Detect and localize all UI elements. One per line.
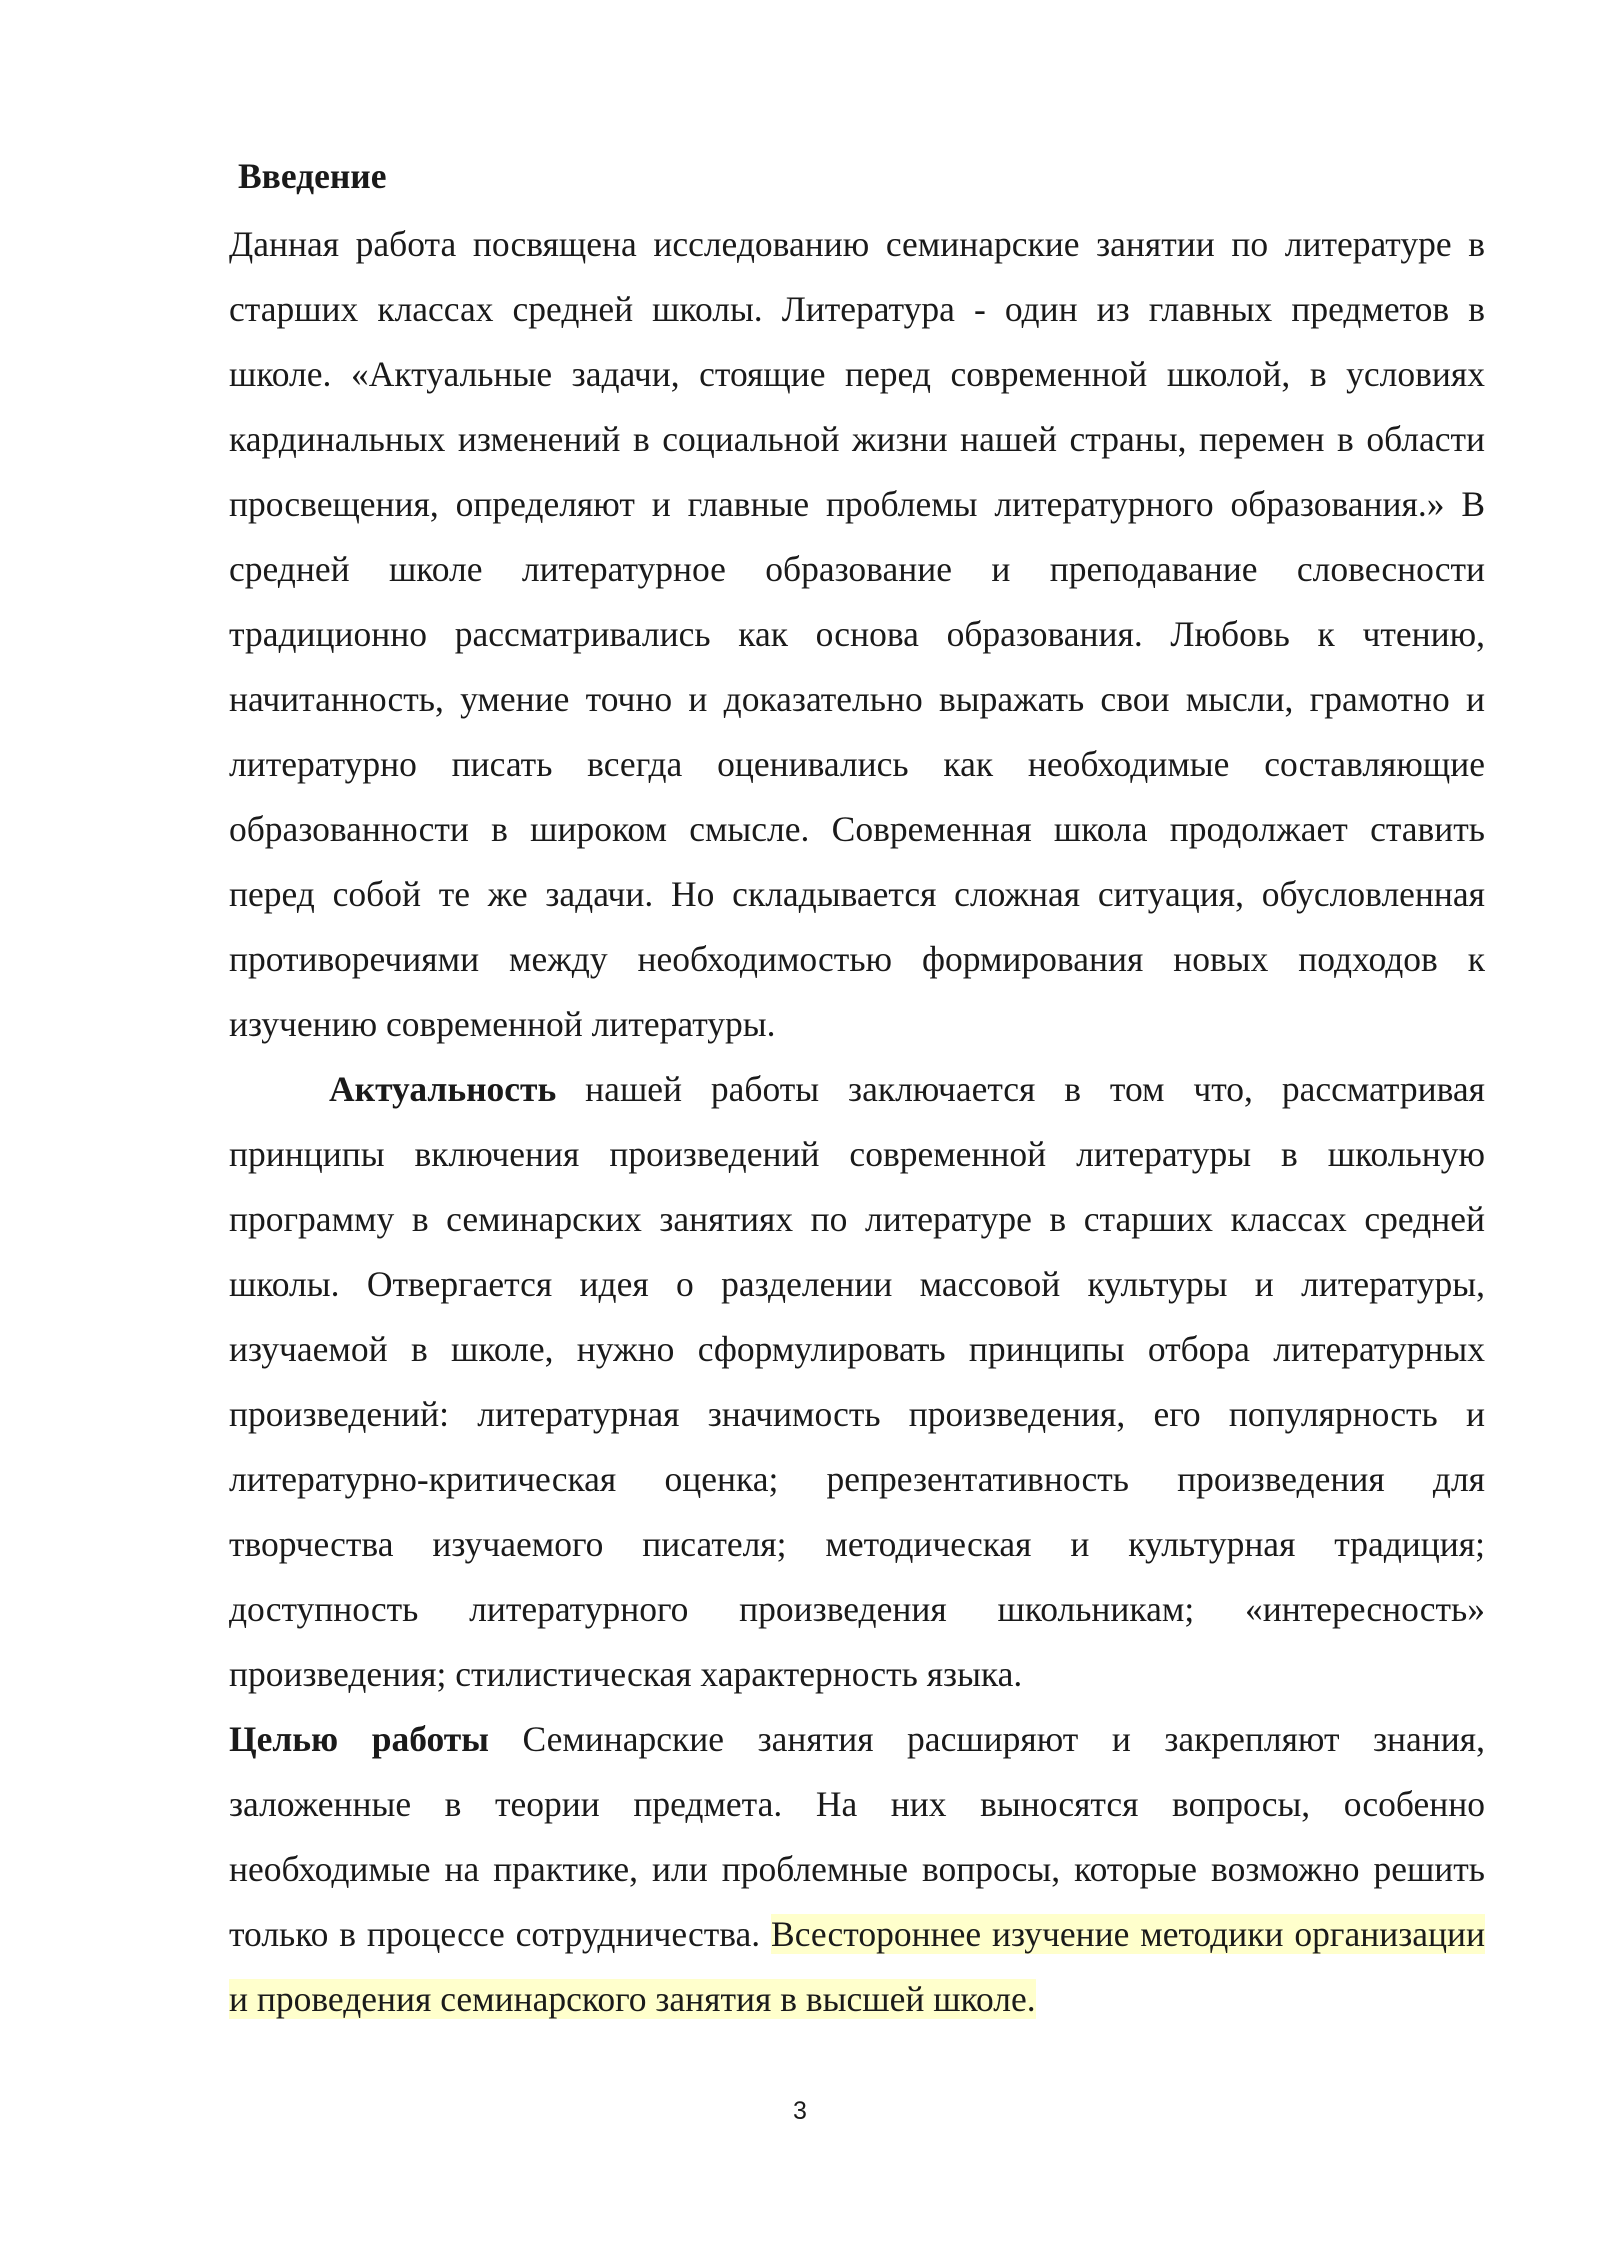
paragraph-intro: Данная работа посвящена исследованию семинарские занятии по литературе в старших классах средней школы. Литература - один из главных предметов в школе. «Актуальные задачи, стоящие перед современной школой, в условиях кардинальных изменений в социальной жизни нашей страны, перемен в области просвещения, определяют и главные проблемы литературного образования.» В средней школе литературное образование и преподавание словесности традиционно рассматривались как основа образования. Любовь к чтению, начитанность, умение точно и доказательно выражать свои мысли, грамотно и литературно писать всегда оценивались как необходимые составляющие образованности в широком смысле. Современная школа продолжает ставить перед собой те же задачи. Но складывается сложная ситуация, обусловленная противоречиями между необходимостью формирования новых подходов к изучению современной литературы. bbox=[229, 224, 1485, 1044]
goal-lead-term: Целью работы bbox=[229, 1719, 489, 1759]
goal-text: Семинарские занятия расширяют и закрепляют знания, заложенные в теории предмета. На них выносятся вопросы, особенно необходимые на практике, или проблемные вопросы, которые возможно решить только в процессе сотрудничества. bbox=[229, 1719, 1486, 1954]
page-body bbox=[229, 148, 1485, 2032]
relevance-lead-term: Актуальность bbox=[329, 1069, 557, 1109]
highlighted-sentence: Всестороннее изучение методики организации и проведения семинарского занятия в высшей школе. bbox=[229, 1914, 1485, 2019]
paragraph-relevance bbox=[229, 1057, 1485, 1707]
page-number: 3 bbox=[793, 2097, 807, 2125]
relevance-text: нашей работы заключается в том что, рассматривая принципы включения произведений современной литературы в школьную программу в семинарских занятиях по литературе в старших классах средней школы. Отвергается идея о разделении массовой культуры и литературы, изучаемой в школе, нужно сформулировать принципы отбора литературных произведений: литературная значимость произведения, его популярность и литературно-критическая оценка; репрезентативность произведения для творчества изучаемого писателя; методическая и культурная традиция; доступность литературного произведения школьникам; «интересность» произведения; стилистическая характерность языка. bbox=[229, 1069, 1485, 1694]
paragraph-goal bbox=[229, 1707, 1485, 2032]
section-heading: Введение bbox=[238, 156, 387, 196]
